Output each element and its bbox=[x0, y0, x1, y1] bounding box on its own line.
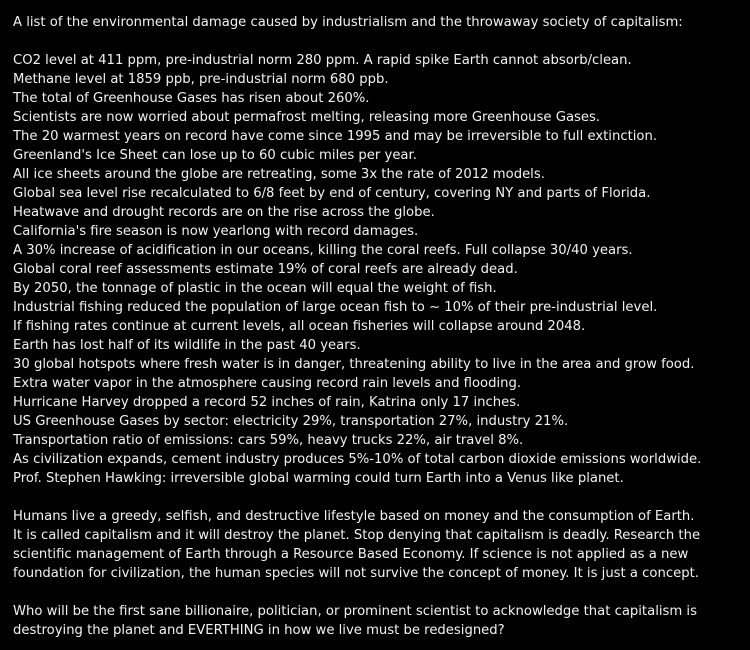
fact-line: Scientists are now worried about permafrost melting, releasing more Greenhouse Gases. bbox=[13, 110, 601, 125]
question-line: Who will be the first sane billionaire, politician, or prominent scientist to acknowledge that capitalism is bbox=[13, 604, 697, 619]
conclusion-paragraph bbox=[13, 507, 743, 583]
paragraph-line: scientific management of Earth through a Resource Based Economy. If science is not applied as a new bbox=[13, 547, 689, 562]
fact-line: Greenland's Ice Sheet can lose up to 60 cubic miles per year. bbox=[13, 148, 417, 163]
question-line: destroying the planet and EVERTHING in how we live must be redesigned? bbox=[13, 623, 505, 638]
fact-line: 30 global hotspots where fresh water is in danger, threatening ability to live in the area and grow food. bbox=[13, 357, 695, 372]
fact-line: US Greenhouse Gases by sector: electricity 29%, transportation 27%, industry 21%. bbox=[13, 414, 569, 429]
spacer bbox=[13, 488, 743, 507]
fact-line: Hurricane Harvey dropped a record 52 inches of rain, Katrina only 17 inches. bbox=[13, 395, 521, 410]
fact-line: Extra water vapor in the atmosphere causing record rain levels and flooding. bbox=[13, 376, 522, 391]
fact-line: A 30% increase of acidification in our oceans, killing the coral reefs. Full collapse 30/40 years. bbox=[13, 243, 633, 258]
paragraph-line: foundation for civilization, the human species will not survive the concept of money. It is just a concept. bbox=[13, 566, 699, 581]
fact-line: Industrial fishing reduced the population of large ocean fish to ~ 10% of their pre-industrial level. bbox=[13, 300, 658, 315]
spacer bbox=[13, 32, 743, 51]
facts-list bbox=[13, 51, 743, 488]
fact-line: The 20 warmest years on record have come since 1995 and may be irreversible to full extinction. bbox=[13, 129, 658, 144]
closing-question bbox=[13, 602, 743, 640]
fact-line: Methane level at 1859 ppb, pre-industrial norm 680 ppb. bbox=[13, 72, 389, 87]
paragraph-line: It is called capitalism and it will destroy the planet. Stop denying that capitalism is deadly. Research the bbox=[13, 528, 701, 543]
fact-line: Global sea level rise recalculated to 6/8 feet by end of century, covering NY and parts of Florida. bbox=[13, 186, 651, 201]
fact-line: The total of Greenhouse Gases has risen about 260%. bbox=[13, 91, 370, 106]
fact-line: CO2 level at 411 ppm, pre-industrial norm 280 ppm. A rapid spike Earth cannot absorb/clean. bbox=[13, 53, 632, 68]
paragraph-line: Humans live a greedy, selfish, and destructive lifestyle based on money and the consumption of Earth. bbox=[13, 509, 695, 524]
fact-line: As civilization expands, cement industry produces 5%-10% of total carbon dioxide emissions worldwide. bbox=[13, 452, 702, 467]
fact-line: Heatwave and drought records are on the rise across the globe. bbox=[13, 205, 435, 220]
fact-line: California's fire season is now yearlong with record damages. bbox=[13, 224, 419, 239]
fact-line: If fishing rates continue at current levels, all ocean fisheries will collapse around 2048. bbox=[13, 319, 586, 334]
fact-line: Earth has lost half of its wildlife in the past 40 years. bbox=[13, 338, 361, 353]
fact-line: By 2050, the tonnage of plastic in the ocean will equal the weight of fish. bbox=[13, 281, 497, 296]
spacer bbox=[13, 583, 743, 602]
fact-line: All ice sheets around the globe are retreating, some 3x the rate of 2012 models. bbox=[13, 167, 545, 182]
text-document bbox=[13, 13, 743, 640]
fact-line: Transportation ratio of emissions: cars 59%, heavy trucks 22%, air travel 8%. bbox=[13, 433, 524, 448]
fact-line: Prof. Stephen Hawking: irreversible global warming could turn Earth into a Venus like planet. bbox=[13, 471, 624, 486]
heading: A list of the environmental damage caused by industrialism and the throwaway society of capitalism: bbox=[13, 15, 683, 30]
fact-line: Global coral reef assessments estimate 19% of coral reefs are already dead. bbox=[13, 262, 518, 277]
